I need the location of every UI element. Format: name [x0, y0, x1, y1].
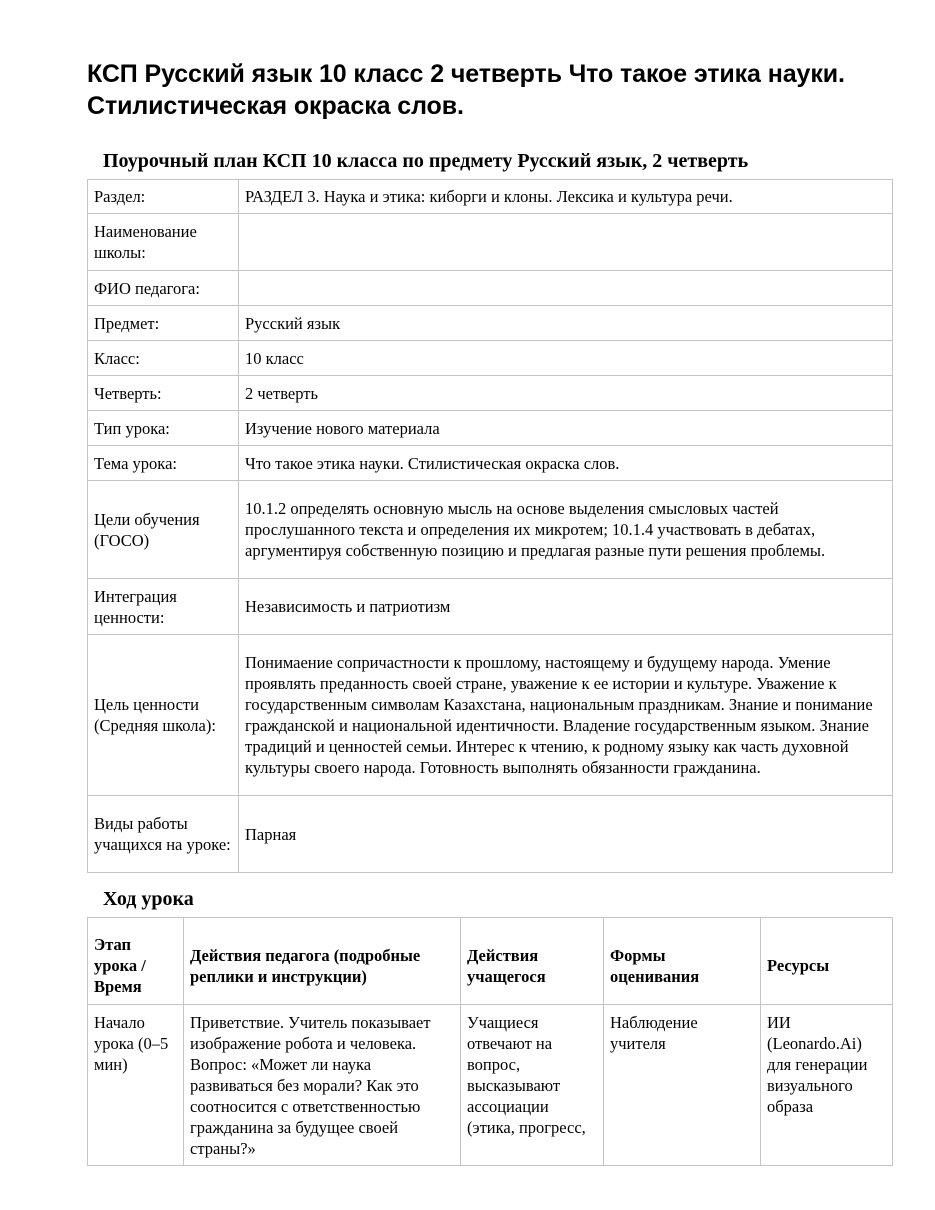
table-header-row — [88, 918, 893, 1005]
row-label: Четверть: — [88, 376, 239, 411]
table-row — [88, 481, 893, 579]
row-label: Класс: — [88, 341, 239, 376]
row-value: Понимаение сопричастности к прошлому, настоящему и будущему народа. Умение проявлять преданность своей стране, уважение к ее истории и культуре. Уважение к государственным символам Казахстана, национальным праздникам. Знание и понимание гражданской и национальной идентичности. Владение государственным языком. Знание традиций и ценностей семьи. Интерес к чтению, к родному языку как часть духовной культуры своего народа. Готовность выполнять обязанности гражданина. — [239, 635, 893, 796]
table-row — [88, 1005, 893, 1166]
column-header-stage: Этап урока / Время — [88, 918, 184, 1005]
row-value: Независимость и патриотизм — [239, 579, 893, 635]
lesson-info-table — [87, 179, 893, 873]
row-value: 10.1.2 определять основную мысль на основе выделения смысловых частей прослушанного текста и определения их микротем; 10.1.4 участвовать в дебатах, аргументируя собственную позицию и предлагая разные пути решения проблемы. — [239, 481, 893, 579]
column-header-student-actions: Действия учащегося — [461, 918, 604, 1005]
cell-stage: Начало урока (0–5 мин) — [88, 1005, 184, 1166]
table-row — [88, 376, 893, 411]
row-label: Наименование школы: — [88, 214, 239, 271]
table-row — [88, 271, 893, 306]
table-row — [88, 306, 893, 341]
table-row — [88, 180, 893, 214]
row-value: Русский язык — [239, 306, 893, 341]
column-header-resources: Ресурсы — [761, 918, 893, 1005]
table-row — [88, 579, 893, 635]
row-value: Изучение нового материала — [239, 411, 893, 446]
table-row — [88, 341, 893, 376]
table-row — [88, 446, 893, 481]
row-label: ФИО педагога: — [88, 271, 239, 306]
lesson-flow-table — [87, 917, 893, 1166]
row-label: Тема урока: — [88, 446, 239, 481]
cell-assessment: Наблюдение учителя — [604, 1005, 761, 1166]
row-value — [239, 271, 893, 306]
cell-student-actions: Учащиеся отвечают на вопрос, высказывают ассоциации (этика, прогресс, — [461, 1005, 604, 1166]
row-value: Что такое этика науки. Стилистическая окраска слов. — [239, 446, 893, 481]
row-value: РАЗДЕЛ 3. Наука и этика: киборги и клоны. Лексика и культура речи. — [239, 180, 893, 214]
row-value: 2 четверть — [239, 376, 893, 411]
table-row — [88, 214, 893, 271]
plan-heading: Поурочный план КСП 10 класса по предмету Русский язык, 2 четверть — [103, 150, 749, 172]
document-page — [87, 0, 893, 1166]
row-label: Тип урока: — [88, 411, 239, 446]
document-title: КСП Русский язык 10 класс 2 четверть Что такое этика науки. Стилистическая окраска слов. — [87, 60, 845, 120]
row-label: Интеграция ценности: — [88, 579, 239, 635]
cell-resources: ИИ (Leonardo.Ai) для генерации визуального образа — [761, 1005, 893, 1166]
row-label: Виды работы учащихся на уроке: — [88, 796, 239, 873]
column-header-teacher-actions: Действия педагога (подробные реплики и инструкции) — [184, 918, 461, 1005]
lesson-flow-heading: Ход урока — [103, 888, 194, 910]
column-header-assessment: Формы оценивания — [604, 918, 761, 1005]
row-label: Цели обучения (ГОСО) — [88, 481, 239, 579]
row-value — [239, 214, 893, 271]
cell-teacher-actions: Приветствие. Учитель показывает изображение робота и человека. Вопрос: «Может ли наука развиваться без морали? Как это соотносится с ответственностью гражданина за будущее своей страны?» — [184, 1005, 461, 1166]
row-value: Парная — [239, 796, 893, 873]
table-row — [88, 796, 893, 873]
row-value: 10 класс — [239, 341, 893, 376]
table-row — [88, 411, 893, 446]
row-label: Предмет: — [88, 306, 239, 341]
row-label: Раздел: — [88, 180, 239, 214]
row-label: Цель ценности (Средняя школа): — [88, 635, 239, 796]
table-row — [88, 635, 893, 796]
